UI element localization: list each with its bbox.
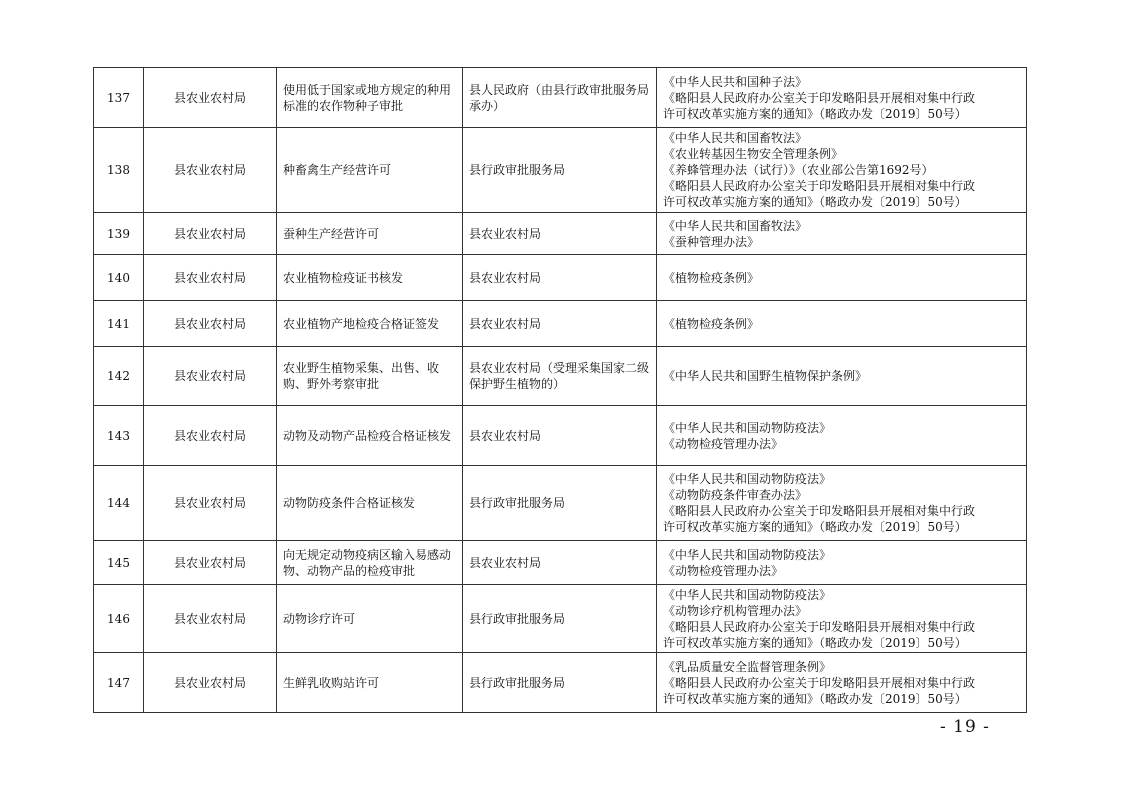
item-name-cell: 农业植物检疫证书核发 [277, 255, 463, 301]
row-number: 137 [94, 68, 144, 128]
legal-basis-cell [657, 585, 1027, 653]
table-row [94, 585, 1027, 653]
legal-basis-line: 《略阳县人民政府办公室关于印发略阳县开展相对集中行政 [663, 504, 976, 518]
row-number: 141 [94, 301, 144, 347]
table-row [94, 541, 1027, 585]
item-name-cell: 蚕种生产经营许可 [277, 213, 463, 255]
row-number: 139 [94, 213, 144, 255]
table-row [94, 653, 1027, 713]
page-number: - 19 - [940, 717, 990, 737]
legal-basis-cell [657, 347, 1027, 406]
table-row [94, 68, 1027, 128]
item-name-cell: 农业植物产地检疫合格证签发 [277, 301, 463, 347]
department-cell: 县农业农村局 [144, 301, 277, 347]
row-number: 145 [94, 541, 144, 585]
legal-basis-line: 《略阳县人民政府办公室关于印发略阳县开展相对集中行政 [663, 675, 976, 690]
legal-basis-line: 许可权改革实施方案的通知》（略政办发〔2019〕50号） [663, 195, 967, 209]
legal-basis-line: 《动物诊疗机构管理办法》 [663, 603, 808, 618]
item-name-cell: 农业野生植物采集、出售、收购、野外考察审批 [277, 347, 463, 406]
legal-basis-line: 《中华人民共和国动物防疫法》 [663, 420, 832, 435]
legal-basis-line: 《中华人民共和国动物防疫法》 [663, 547, 832, 562]
legal-basis-line: 《农业转基因生物安全管理条例》 [663, 147, 844, 161]
department-cell: 县农业农村局 [144, 541, 277, 585]
legal-basis-cell [657, 68, 1027, 128]
department-cell: 县农业农村局 [144, 255, 277, 301]
legal-basis-line: 《略阳县人民政府办公室关于印发略阳县开展相对集中行政 [663, 619, 976, 634]
table-row [94, 255, 1027, 301]
legal-basis-line: 《植物检疫条例》 [663, 316, 760, 331]
implementing-body-cell: 县行政审批服务局 [463, 585, 657, 653]
legal-basis-line: 《养蜂管理办法（试行）》（农业部公告第1692号） [663, 163, 934, 177]
implementing-body-cell: 县农业农村局 [463, 541, 657, 585]
table-row [94, 128, 1027, 213]
department-cell: 县农业农村局 [144, 585, 277, 653]
implementing-body-cell: 县行政审批服务局 [463, 128, 657, 213]
row-number: 143 [94, 406, 144, 466]
legal-basis-line: 《植物检疫条例》 [663, 270, 760, 285]
item-name-cell: 动物及动物产品检疫合格证核发 [277, 406, 463, 466]
legal-basis-cell [657, 213, 1027, 255]
legal-basis-line: 《中华人民共和国野生植物保护条例》 [663, 369, 868, 383]
legal-basis-line: 《动物防疫条件审查办法》 [663, 488, 808, 502]
legal-basis-line: 《中华人民共和国畜牧法》 [663, 131, 808, 145]
legal-basis-line: 许可权改革实施方案的通知》（略政办发〔2019〕50号） [663, 520, 967, 534]
implementing-body-cell: 县农业农村局 [463, 301, 657, 347]
implementing-body-cell: 县农业农村局 [463, 406, 657, 466]
legal-basis-line: 许可权改革实施方案的通知》（略政办发〔2019〕50号） [663, 691, 967, 706]
item-name-cell: 动物防疫条件合格证核发 [277, 466, 463, 541]
approval-items-table [93, 67, 1027, 713]
implementing-body-cell: 县行政审批服务局 [463, 466, 657, 541]
legal-basis-cell [657, 406, 1027, 466]
department-cell: 县农业农村局 [144, 68, 277, 128]
implementing-body-cell: 县农业农村局 [463, 255, 657, 301]
item-name-cell: 向无规定动物疫病区输入易感动物、动物产品的检疫审批 [277, 541, 463, 585]
row-number: 146 [94, 585, 144, 653]
implementing-body-cell: 县行政审批服务局 [463, 653, 657, 713]
legal-basis-line: 《中华人民共和国畜牧法》 [663, 218, 808, 233]
legal-basis-line: 《略阳县人民政府办公室关于印发略阳县开展相对集中行政 [663, 90, 976, 105]
item-name-cell: 种畜禽生产经营许可 [277, 128, 463, 213]
department-cell: 县农业农村局 [144, 406, 277, 466]
implementing-body-cell: 县农业农村局 [463, 213, 657, 255]
legal-basis-cell [657, 653, 1027, 713]
legal-basis-cell [657, 301, 1027, 347]
item-name-cell: 动物诊疗许可 [277, 585, 463, 653]
legal-basis-line: 《动物检疫管理办法》 [663, 436, 784, 451]
legal-basis-line: 《中华人民共和国种子法》 [663, 74, 808, 89]
department-cell: 县农业农村局 [144, 347, 277, 406]
row-number: 138 [94, 128, 144, 213]
legal-basis-line: 《略阳县人民政府办公室关于印发略阳县开展相对集中行政 [663, 179, 976, 193]
item-name-cell: 生鲜乳收购站许可 [277, 653, 463, 713]
department-cell: 县农业农村局 [144, 653, 277, 713]
row-number: 140 [94, 255, 144, 301]
row-number: 147 [94, 653, 144, 713]
legal-basis-cell [657, 255, 1027, 301]
table-row [94, 213, 1027, 255]
legal-basis-line: 许可权改革实施方案的通知》（略政办发〔2019〕50号） [663, 106, 967, 121]
table-row [94, 347, 1027, 406]
item-name-cell: 使用低于国家或地方规定的种用标准的农作物种子审批 [277, 68, 463, 128]
legal-basis-line: 《乳品质量安全监督管理条例》 [663, 659, 832, 674]
implementing-body-cell: 县人民政府（由县行政审批服务局承办） [463, 68, 657, 128]
table-row [94, 301, 1027, 347]
legal-basis-cell [657, 541, 1027, 585]
legal-basis-cell [657, 466, 1027, 541]
legal-basis-line: 许可权改革实施方案的通知》（略政办发〔2019〕50号） [663, 635, 967, 650]
department-cell: 县农业农村局 [144, 128, 277, 213]
department-cell: 县农业农村局 [144, 213, 277, 255]
row-number: 142 [94, 347, 144, 406]
legal-basis-line: 《中华人民共和国动物防疫法》 [663, 472, 832, 486]
legal-basis-line: 《动物检疫管理办法》 [663, 563, 784, 578]
legal-basis-line: 《蚕种管理办法》 [663, 234, 760, 249]
table-row [94, 466, 1027, 541]
legal-basis-line: 《中华人民共和国动物防疫法》 [663, 587, 832, 602]
legal-basis-cell [657, 128, 1027, 213]
row-number: 144 [94, 466, 144, 541]
implementing-body-cell: 县农业农村局（受理采集国家二级保护野生植物的） [463, 347, 657, 406]
department-cell: 县农业农村局 [144, 466, 277, 541]
table-row [94, 406, 1027, 466]
